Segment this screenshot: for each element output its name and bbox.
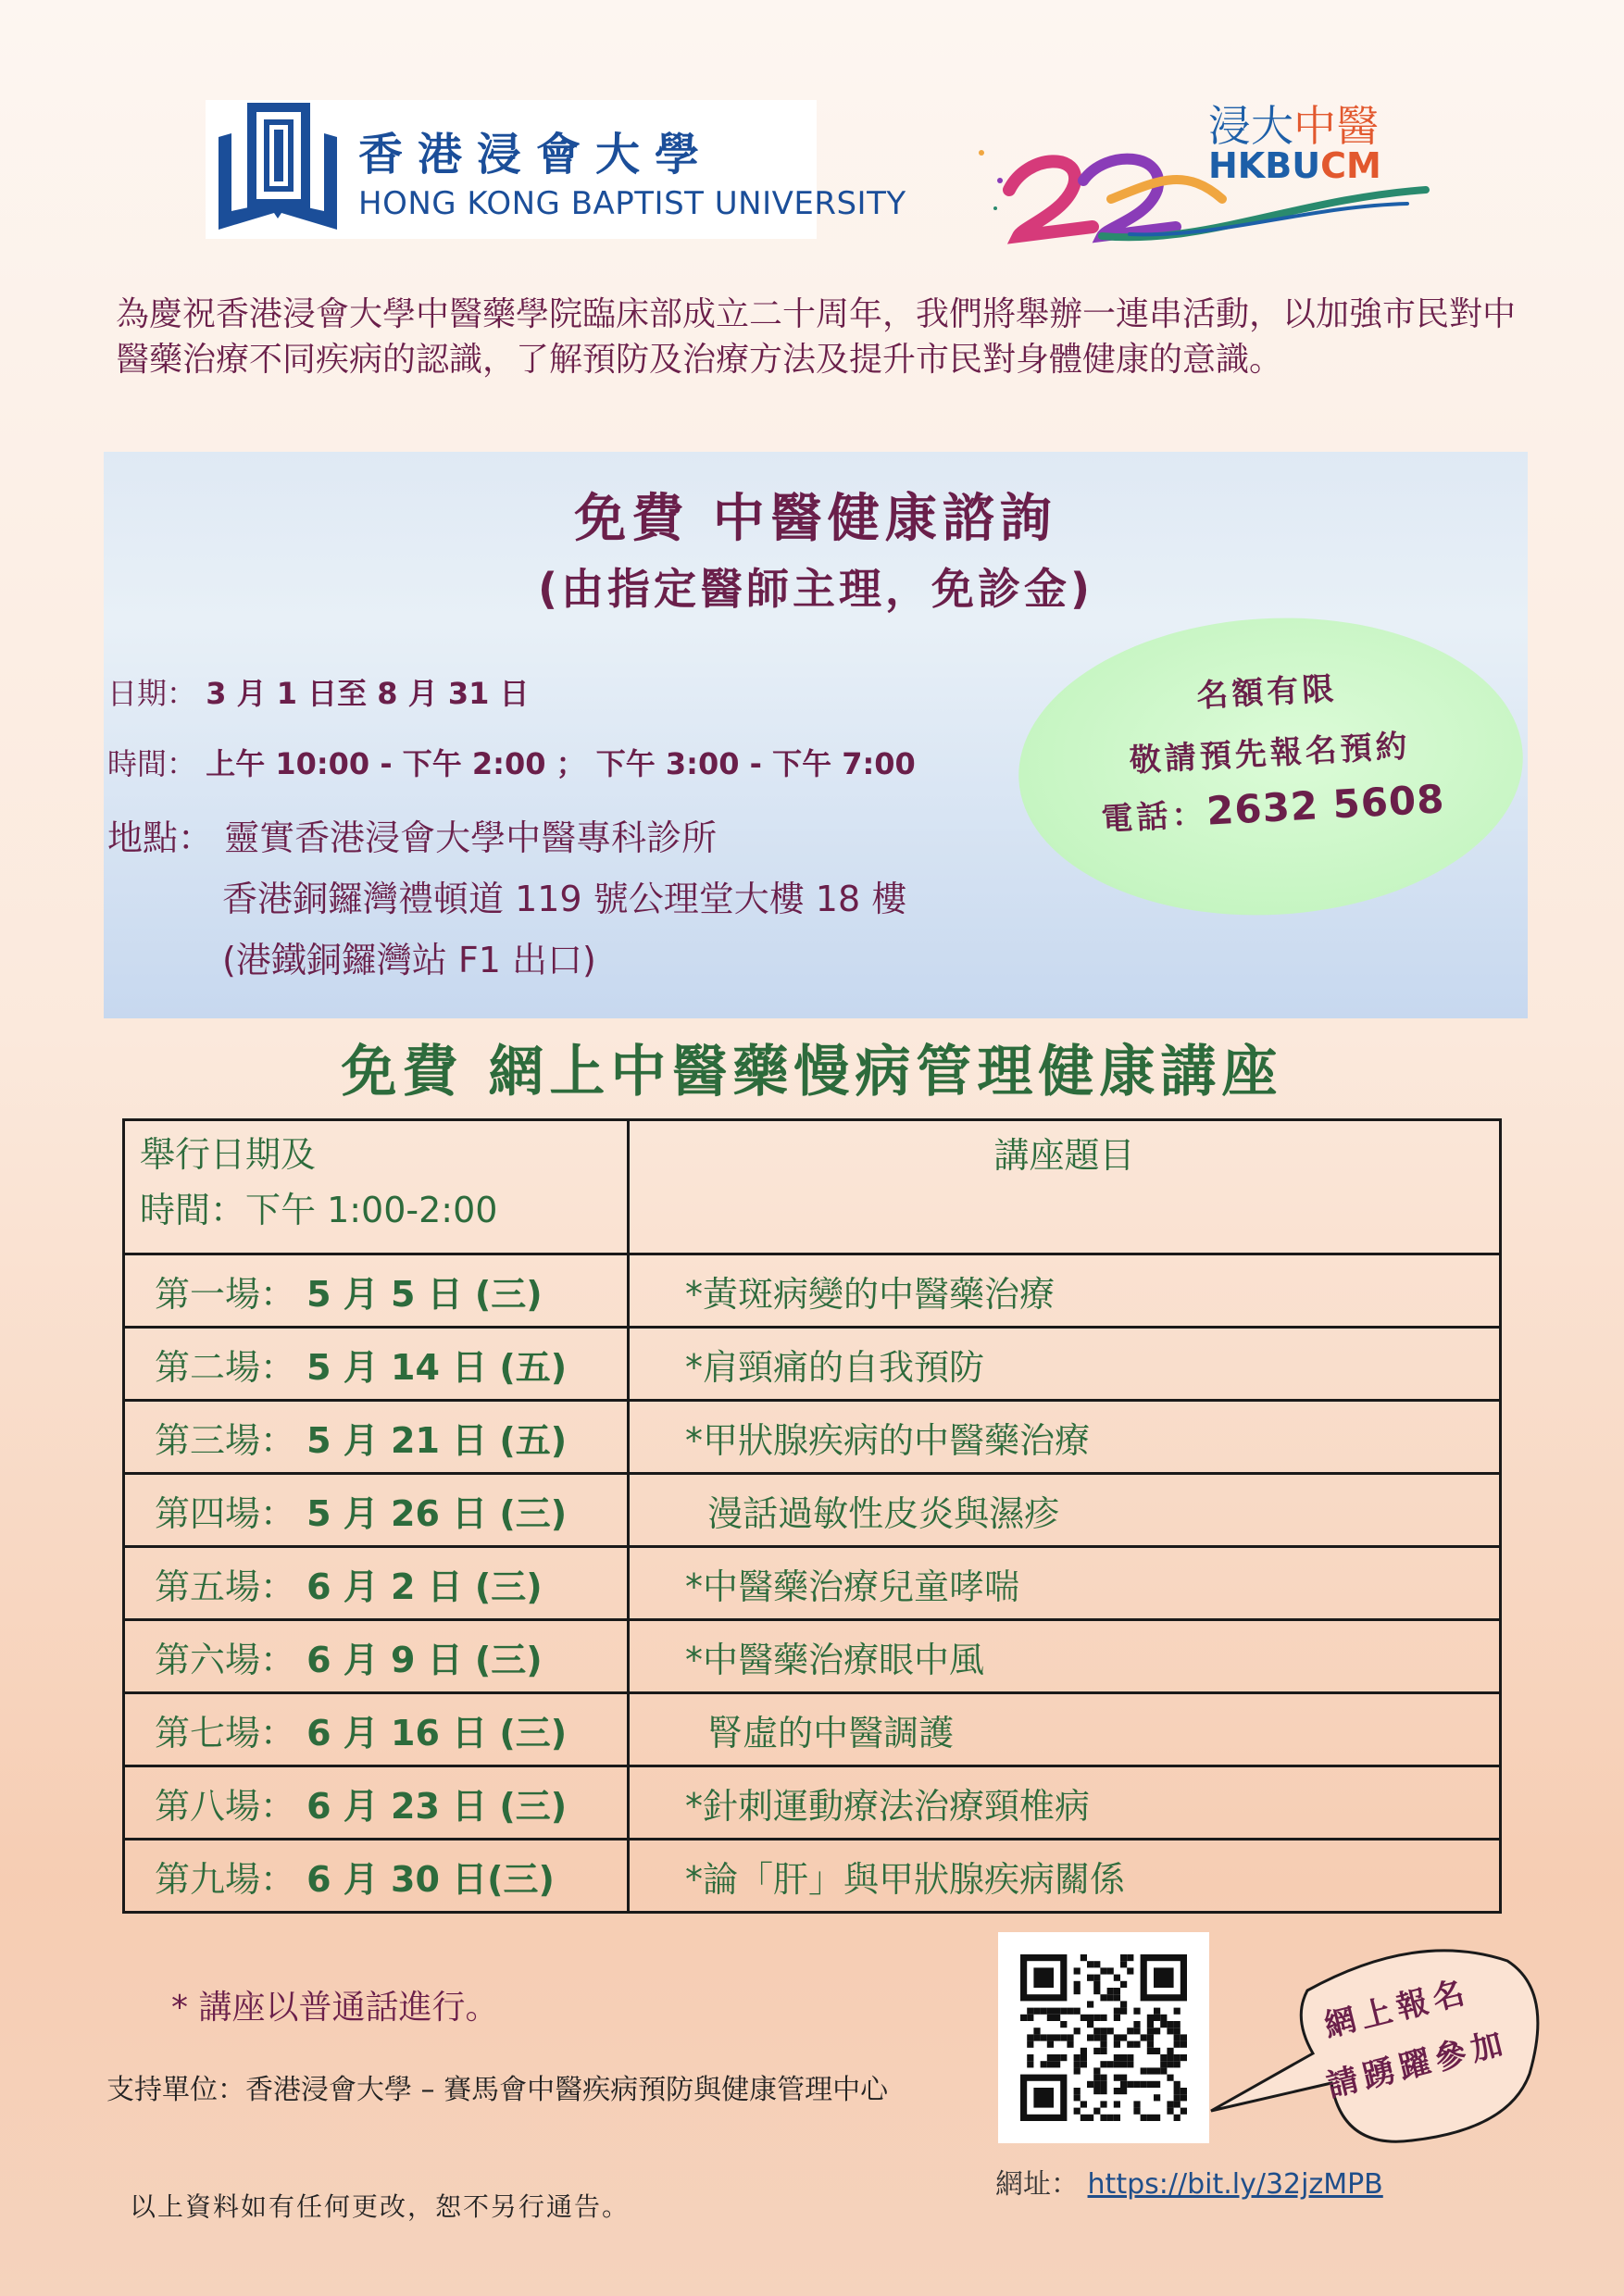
table-row [124,1766,1501,1840]
hkbu-book-emblem-icon [213,102,343,241]
session-topic: *黃斑病變的中醫藥治療 [629,1254,1501,1328]
table-row [124,1547,1501,1620]
intro-paragraph: 為慶祝香港浸會大學中醫藥學院臨床部成立二十周年，我們將舉辦一連串活動，以加強市民對中醫藥治療不同疾病的認識，了解預防及治療方法及提升市民對身體健康的意識。 [116,295,1517,379]
table-row [124,1693,1501,1766]
table-row [124,1254,1501,1328]
consultation-address: 香港銅鑼灣禮頓道 119 號公理堂大樓 18 樓 [222,879,907,919]
table-row [124,1328,1501,1401]
table-row [124,1474,1501,1547]
session-topic: *中醫藥治療眼中風 [629,1620,1501,1693]
hkbucm-name-zh: 浸大中醫 [1208,101,1379,151]
session-date: 第五場： 6 月 2 日 (三) [124,1547,629,1620]
session-date: 第八場： 6 月 23 日 (三) [124,1766,629,1840]
session-date: 第七場： 6 月 16 日 (三) [124,1693,629,1766]
table-row [124,1620,1501,1693]
table-row [124,1840,1501,1913]
hkbucm-20th-logo [944,88,1444,245]
mandarin-note: * 講座以普通話進行。 [171,1989,499,2027]
header-topic: 講座題目 [629,1120,1501,1254]
table-row [124,1401,1501,1474]
booking-phone: 電話：2632 5608 [1100,776,1446,839]
session-topic: *甲狀腺疾病的中醫藥治療 [629,1401,1501,1474]
consultation-subtitle: (由指定醫師主理，免診金) [537,564,1094,614]
seminar-title: 免費 網上中醫藥慢病管理健康講座 [341,1040,1283,1104]
booking-advice-text: 敬請預先報名預約 [1128,728,1412,780]
session-date: 第二場： 5 月 14 日 (五) [124,1328,629,1401]
session-topic: 漫話過敏性皮炎與濕疹 [629,1474,1501,1547]
consultation-title: 免費 中醫健康諮詢 [574,489,1057,549]
supporting-organization: 支持單位：香港浸會大學 – 賽馬會中醫疾病預防與健康管理中心 [106,2074,889,2106]
booking-bubble [1011,605,1530,928]
session-topic: 腎虛的中醫調護 [629,1693,1501,1766]
consultation-location: 地點： 靈實香港浸會大學中醫專科診所 [107,817,718,858]
session-topic: *中醫藥治療兒童哮喘 [629,1547,1501,1620]
hkbu-name-en: HONG KONG BAPTIST UNIVERSITY [358,185,906,222]
qr-code-icon [998,1932,1209,2143]
disclaimer: 以上資料如有任何更改，恕不另行通告。 [130,2191,631,2222]
hkbu-name-zh: 香港浸會大學 [358,129,715,181]
header-date-time: 舉行日期及 時間：下午 1:00-2:00 [124,1120,629,1254]
registration-url: 網址： https://bit.ly/32jzMPB [995,2168,1383,2201]
consultation-section [104,452,1528,1018]
consultation-mtr-exit: (港鐵銅鑼灣站 F1 出口) [222,940,596,980]
register-speech-bubble [1204,1935,1546,2166]
session-date: 第四場： 5 月 26 日 (三) [124,1474,629,1547]
hkbucm-name-en: HKBUCM [1208,145,1381,186]
registration-qr-code[interactable] [998,1932,1209,2143]
limited-quota-text: 名額有限 [1195,670,1339,716]
session-date: 第六場： 6 月 9 日 (三) [124,1620,629,1693]
consultation-date: 日期： 3 月 1 日至 8 月 31 日 [107,676,530,711]
session-topic: *肩頸痛的自我預防 [629,1328,1501,1401]
join-invitation-text: 請踴躍參加 [1322,2024,1512,2105]
seminar-schedule-table [122,1118,1502,1914]
table-header-row [124,1120,1501,1254]
hkbu-logo [206,100,906,239]
online-registration-text: 網上報名 [1320,1973,1474,2045]
session-date: 第九場： 6 月 30 日(三) [124,1840,629,1913]
consultation-time: 時間： 上午 10:00 - 下午 2:00 ； 下午 3:00 - 下午 7:00 [107,746,916,781]
session-topic: *針刺運動療法治療頸椎病 [629,1766,1501,1840]
session-date: 第三場： 5 月 21 日 (五) [124,1401,629,1474]
registration-link[interactable]: https://bit.ly/32jzMPB [1087,2168,1383,2201]
session-topic: *論「肝」與甲狀腺疾病關係 [629,1840,1501,1913]
session-date: 第一場： 5 月 5 日 (三) [124,1254,629,1328]
